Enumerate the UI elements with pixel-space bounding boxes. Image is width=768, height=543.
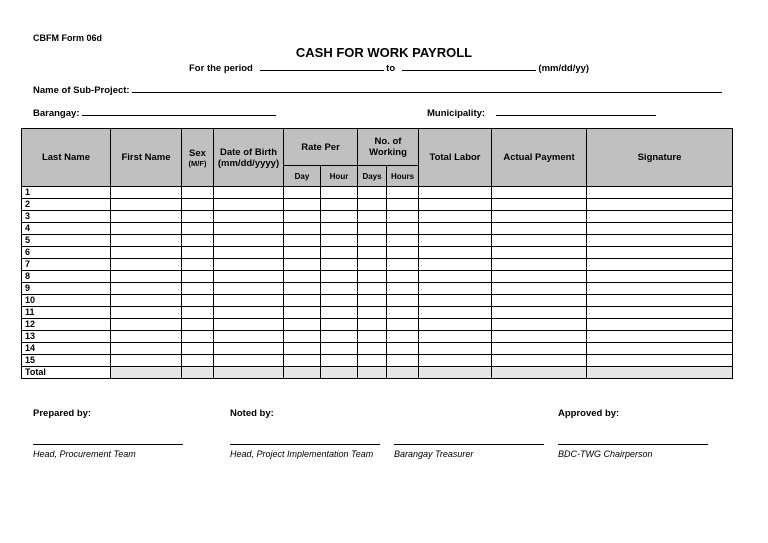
cell-working-hours[interactable] [387, 211, 419, 223]
cell-signature[interactable] [587, 259, 733, 271]
payroll-body [22, 187, 733, 379]
cell-working-hours[interactable] [387, 235, 419, 247]
cell-sex[interactable] [182, 319, 214, 331]
cell-actual-payment[interactable] [492, 187, 587, 199]
cell-working-hours[interactable] [387, 343, 419, 355]
role-implementation: Head, Project Implementation Team [230, 449, 374, 459]
cell-signature[interactable] [587, 223, 733, 235]
cell-sex[interactable] [182, 283, 214, 295]
row-number-cell: 11 [22, 307, 111, 319]
header-signature: Signature [587, 129, 733, 187]
cell-rate-day[interactable] [284, 247, 321, 259]
municipality-row [427, 106, 656, 119]
cell-rate-hour[interactable] [321, 271, 358, 283]
table-row [22, 331, 733, 343]
cell-actual-payment[interactable] [492, 199, 587, 211]
cell-rate-day[interactable] [284, 235, 321, 247]
cell-signature[interactable] [587, 307, 733, 319]
cell-signature[interactable] [587, 355, 733, 367]
cell-sex[interactable] [182, 343, 214, 355]
cell-working-days[interactable] [358, 211, 387, 223]
cell-actual-payment[interactable] [492, 343, 587, 355]
cell-total-labor[interactable] [419, 259, 492, 271]
cell-sex[interactable] [182, 211, 214, 223]
table-row [22, 271, 733, 283]
cell-working-hours[interactable] [387, 307, 419, 319]
cell-dob[interactable] [214, 223, 284, 235]
row-number-cell: 7 [22, 259, 111, 271]
signature-line-chairperson[interactable] [558, 444, 708, 445]
cell-rate-day[interactable] [284, 319, 321, 331]
cell-first-name[interactable] [111, 319, 182, 331]
subproject-field[interactable] [132, 83, 722, 93]
total-cell-rate-day[interactable] [284, 367, 321, 379]
cell-rate-hour[interactable] [321, 319, 358, 331]
cell-dob[interactable] [214, 295, 284, 307]
cell-working-hours[interactable] [387, 223, 419, 235]
cell-actual-payment[interactable] [492, 331, 587, 343]
cell-working-days[interactable] [358, 355, 387, 367]
cell-signature[interactable] [587, 295, 733, 307]
cell-sex[interactable] [182, 199, 214, 211]
total-cell-rate-hour[interactable] [321, 367, 358, 379]
total-cell-sex[interactable] [182, 367, 214, 379]
cell-working-hours[interactable] [387, 283, 419, 295]
cell-total-labor[interactable] [419, 283, 492, 295]
table-row [22, 223, 733, 235]
total-row [22, 367, 733, 379]
signature-line-procurement[interactable] [33, 444, 183, 445]
row-number-cell: 2 [22, 199, 111, 211]
row-number-cell: 9 [22, 283, 111, 295]
period-line [189, 61, 589, 74]
table-row [22, 211, 733, 223]
cell-actual-payment[interactable] [492, 247, 587, 259]
cell-first-name[interactable] [111, 307, 182, 319]
cell-total-labor[interactable] [419, 319, 492, 331]
cell-rate-day[interactable] [284, 187, 321, 199]
cell-rate-hour[interactable] [321, 187, 358, 199]
cell-signature[interactable] [587, 187, 733, 199]
total-cell-working-days[interactable] [358, 367, 387, 379]
cell-first-name[interactable] [111, 211, 182, 223]
cell-sex[interactable] [182, 259, 214, 271]
total-label: Total [22, 367, 111, 379]
cell-rate-day[interactable] [284, 307, 321, 319]
signature-line-treasurer[interactable] [394, 444, 544, 445]
cell-rate-hour[interactable] [321, 331, 358, 343]
cell-actual-payment[interactable] [492, 295, 587, 307]
municipality-field[interactable] [496, 106, 656, 116]
cell-rate-day[interactable] [284, 199, 321, 211]
subproject-row [33, 83, 722, 96]
cell-actual-payment[interactable] [492, 259, 587, 271]
cell-signature[interactable] [587, 199, 733, 211]
header-sex-label: Sex [189, 147, 206, 159]
cell-sex[interactable] [182, 223, 214, 235]
cell-rate-hour[interactable] [321, 343, 358, 355]
cell-total-labor[interactable] [419, 235, 492, 247]
table-row [22, 355, 733, 367]
cell-rate-hour[interactable] [321, 295, 358, 307]
table-row [22, 283, 733, 295]
cell-signature[interactable] [587, 211, 733, 223]
cell-working-days[interactable] [358, 271, 387, 283]
form-code: CBFM Form 06d [33, 33, 103, 43]
cell-working-days[interactable] [358, 319, 387, 331]
cell-rate-hour[interactable] [321, 355, 358, 367]
cell-first-name[interactable] [111, 187, 182, 199]
cell-dob[interactable] [214, 343, 284, 355]
cell-rate-day[interactable] [284, 331, 321, 343]
header-working: No. of Working [358, 129, 419, 166]
period-start-field[interactable] [260, 61, 384, 71]
row-number-cell: 14 [22, 343, 111, 355]
cell-sex[interactable] [182, 187, 214, 199]
row-number-cell: 13 [22, 331, 111, 343]
barangay-field[interactable] [82, 106, 276, 116]
period-end-field[interactable] [402, 61, 536, 71]
cell-sex[interactable] [182, 331, 214, 343]
cell-total-labor[interactable] [419, 199, 492, 211]
subproject-label: Name of Sub-Project: [33, 85, 130, 96]
cell-working-hours[interactable] [387, 331, 419, 343]
period-to-label: to [386, 63, 396, 74]
cell-working-hours[interactable] [387, 319, 419, 331]
cell-signature[interactable] [587, 235, 733, 247]
header-sex [182, 129, 214, 187]
role-chairperson: BDC-TWG Chairperson [558, 449, 653, 459]
noted-by-label: Noted by: [230, 408, 274, 419]
table-row [22, 307, 733, 319]
cell-actual-payment[interactable] [492, 223, 587, 235]
cell-rate-hour[interactable] [321, 259, 358, 271]
cell-working-days[interactable] [358, 223, 387, 235]
table-row [22, 343, 733, 355]
cell-rate-hour[interactable] [321, 223, 358, 235]
cell-dob[interactable] [214, 331, 284, 343]
cell-working-hours[interactable] [387, 295, 419, 307]
period-format-label: (mm/dd/yy) [538, 63, 590, 74]
period-label: For the period [189, 63, 253, 74]
cell-working-days[interactable] [358, 259, 387, 271]
header-first-name: First Name [111, 129, 182, 187]
cell-working-days[interactable] [358, 295, 387, 307]
cell-first-name[interactable] [111, 223, 182, 235]
cell-working-days[interactable] [358, 283, 387, 295]
cell-total-labor[interactable] [419, 355, 492, 367]
row-number-cell: 1 [22, 187, 111, 199]
cell-first-name[interactable] [111, 331, 182, 343]
cell-dob[interactable] [214, 235, 284, 247]
row-number-cell: 4 [22, 223, 111, 235]
cell-sex[interactable] [182, 307, 214, 319]
cell-actual-payment[interactable] [492, 235, 587, 247]
header-working-hours: Hours [387, 166, 419, 187]
municipality-label: Municipality: [427, 108, 486, 119]
total-cell-first-name[interactable] [111, 367, 182, 379]
cell-first-name[interactable] [111, 343, 182, 355]
row-number-cell: 3 [22, 211, 111, 223]
cell-sex[interactable] [182, 235, 214, 247]
cell-first-name[interactable] [111, 199, 182, 211]
cell-total-labor[interactable] [419, 271, 492, 283]
table-row [22, 247, 733, 259]
table-row [22, 187, 733, 199]
row-number-cell: 10 [22, 295, 111, 307]
total-cell-total-labor[interactable] [419, 367, 492, 379]
header-sex-sub: (M/F) [188, 158, 207, 168]
role-procurement: Head, Procurement Team [33, 449, 136, 459]
cell-actual-payment[interactable] [492, 355, 587, 367]
cell-rate-day[interactable] [284, 223, 321, 235]
cell-rate-hour[interactable] [321, 199, 358, 211]
cell-first-name[interactable] [111, 271, 182, 283]
cell-rate-day[interactable] [284, 283, 321, 295]
cell-rate-hour[interactable] [321, 235, 358, 247]
cell-signature[interactable] [587, 247, 733, 259]
cell-working-days[interactable] [358, 199, 387, 211]
header-dob [214, 129, 284, 187]
row-number-cell: 6 [22, 247, 111, 259]
role-treasurer: Barangay Treasurer [394, 449, 474, 459]
cell-actual-payment[interactable] [492, 307, 587, 319]
cell-rate-day[interactable] [284, 343, 321, 355]
cell-rate-hour[interactable] [321, 211, 358, 223]
cell-rate-day[interactable] [284, 259, 321, 271]
cell-first-name[interactable] [111, 283, 182, 295]
cell-signature[interactable] [587, 283, 733, 295]
total-cell-dob[interactable] [214, 367, 284, 379]
cell-total-labor[interactable] [419, 187, 492, 199]
cell-signature[interactable] [587, 271, 733, 283]
table-row [22, 235, 733, 247]
cell-signature[interactable] [587, 331, 733, 343]
cell-first-name[interactable] [111, 247, 182, 259]
cell-actual-payment[interactable] [492, 211, 587, 223]
cell-actual-payment[interactable] [492, 283, 587, 295]
header-rate-hour: Hour [321, 166, 358, 187]
cell-total-labor[interactable] [419, 343, 492, 355]
cell-working-days[interactable] [358, 247, 387, 259]
header-rate-day: Day [284, 166, 321, 187]
cell-total-labor[interactable] [419, 331, 492, 343]
row-number-cell: 8 [22, 271, 111, 283]
cell-dob[interactable] [214, 355, 284, 367]
cell-rate-hour[interactable] [321, 307, 358, 319]
cell-dob[interactable] [214, 259, 284, 271]
cell-dob[interactable] [214, 307, 284, 319]
cell-dob[interactable] [214, 271, 284, 283]
cell-working-days[interactable] [358, 307, 387, 319]
approved-by-label: Approved by: [558, 408, 620, 419]
row-number-cell: 12 [22, 319, 111, 331]
cell-working-hours[interactable] [387, 259, 419, 271]
cell-rate-day[interactable] [284, 295, 321, 307]
cell-actual-payment[interactable] [492, 271, 587, 283]
cell-working-hours[interactable] [387, 271, 419, 283]
cell-rate-hour[interactable] [321, 247, 358, 259]
cell-first-name[interactable] [111, 259, 182, 271]
total-cell-working-hours[interactable] [387, 367, 419, 379]
signature-line-implementation[interactable] [230, 444, 380, 445]
cell-rate-hour[interactable] [321, 283, 358, 295]
cell-signature[interactable] [587, 343, 733, 355]
header-dob-label: Date of Birth [220, 146, 277, 158]
cell-first-name[interactable] [111, 355, 182, 367]
row-number-cell: 15 [22, 355, 111, 367]
cell-sex[interactable] [182, 355, 214, 367]
cell-working-hours[interactable] [387, 247, 419, 259]
cell-total-labor[interactable] [419, 247, 492, 259]
prepared-by-label: Prepared by: [33, 408, 92, 419]
header-last-name: Last Name [22, 129, 111, 187]
cell-dob[interactable] [214, 247, 284, 259]
table-row [22, 259, 733, 271]
cell-working-hours[interactable] [387, 199, 419, 211]
payroll-table [21, 128, 733, 379]
cell-first-name[interactable] [111, 295, 182, 307]
header-working-days: Days [358, 166, 387, 187]
cell-dob[interactable] [214, 199, 284, 211]
cell-sex[interactable] [182, 295, 214, 307]
cell-working-hours[interactable] [387, 187, 419, 199]
cell-signature[interactable] [587, 319, 733, 331]
cell-dob[interactable] [214, 211, 284, 223]
cell-dob[interactable] [214, 187, 284, 199]
cell-rate-day[interactable] [284, 355, 321, 367]
cell-total-labor[interactable] [419, 211, 492, 223]
cell-rate-day[interactable] [284, 271, 321, 283]
row-number-cell: 5 [22, 235, 111, 247]
cell-working-days[interactable] [358, 343, 387, 355]
cell-working-days[interactable] [358, 331, 387, 343]
total-cell-signature[interactable] [587, 367, 733, 379]
cell-total-labor[interactable] [419, 295, 492, 307]
cell-rate-day[interactable] [284, 211, 321, 223]
header-rate-per: Rate Per [284, 129, 358, 166]
table-row [22, 199, 733, 211]
cell-first-name[interactable] [111, 235, 182, 247]
total-cell-actual-payment[interactable] [492, 367, 587, 379]
barangay-row [33, 106, 276, 119]
cell-dob[interactable] [214, 283, 284, 295]
cell-total-labor[interactable] [419, 307, 492, 319]
table-row [22, 319, 733, 331]
cell-sex[interactable] [182, 271, 214, 283]
cell-dob[interactable] [214, 319, 284, 331]
header-total-labor: Total Labor [419, 129, 492, 187]
cell-working-hours[interactable] [387, 355, 419, 367]
header-actual-payment: Actual Payment [492, 129, 587, 187]
cell-total-labor[interactable] [419, 223, 492, 235]
cell-actual-payment[interactable] [492, 319, 587, 331]
cell-working-days[interactable] [358, 235, 387, 247]
cell-working-days[interactable] [358, 187, 387, 199]
form-title: CASH FOR WORK PAYROLL [295, 45, 473, 60]
header-dob-sub: (mm/dd/yyyy) [217, 157, 280, 169]
table-row [22, 295, 733, 307]
cell-sex[interactable] [182, 247, 214, 259]
barangay-label: Barangay: [33, 108, 80, 119]
